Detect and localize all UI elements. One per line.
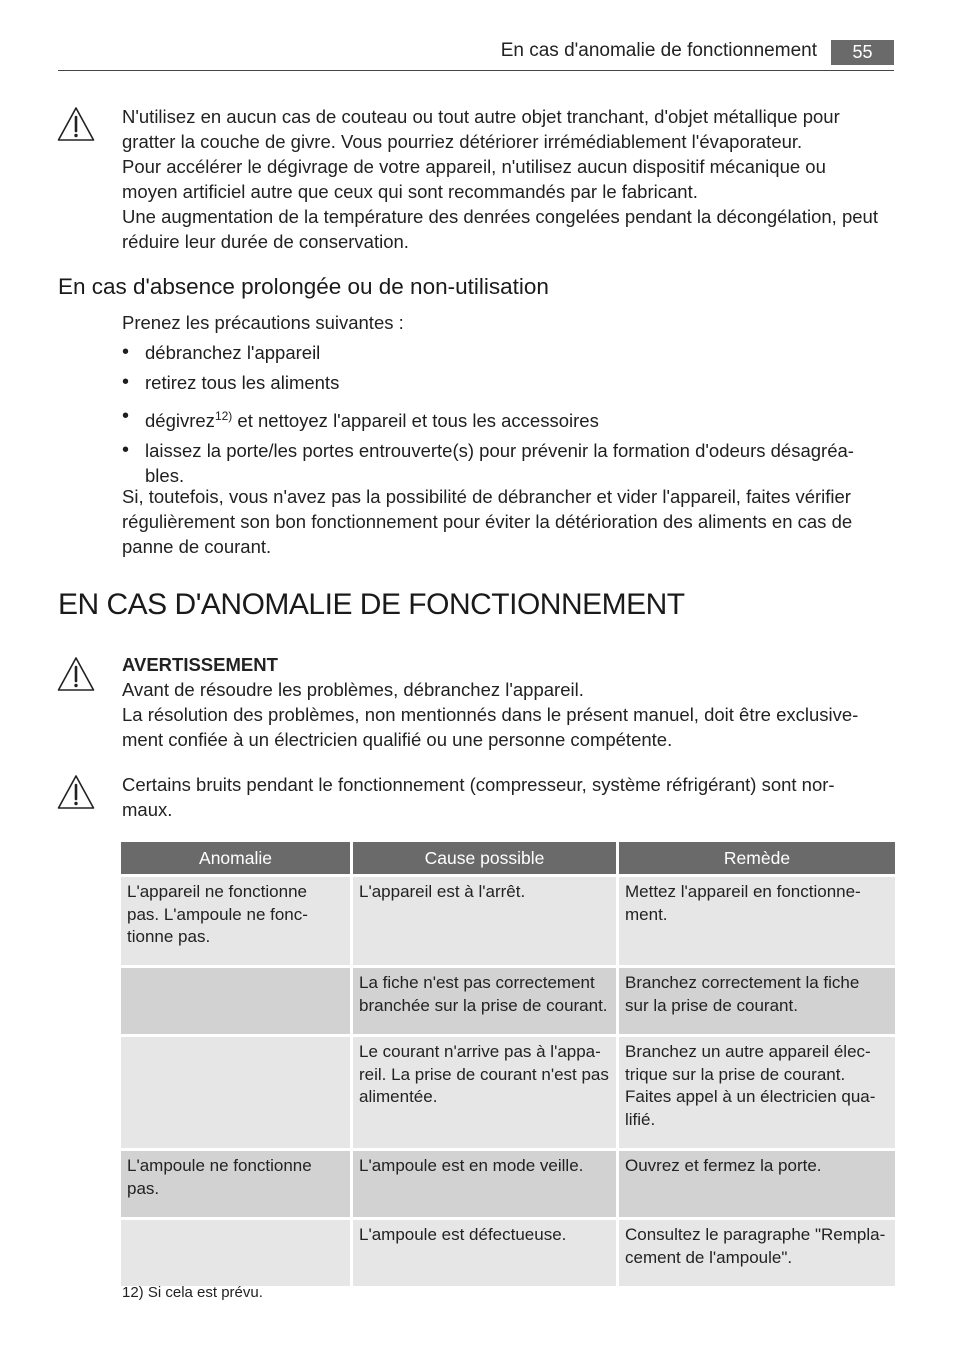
troubleshooting-table — [118, 842, 898, 1286]
table-cell-anomalie — [121, 1034, 350, 1148]
list-item-text: et nettoyez l'appareil et tous les accessoires — [237, 410, 599, 432]
table-row — [121, 1148, 895, 1217]
table-cell-anomalie — [121, 1217, 350, 1286]
text-line: ment confiée à un électricien qualifié ou une personne compétente. — [122, 729, 673, 750]
cell-line: L'ampoule ne fonctionne — [127, 1156, 312, 1175]
text-line: panne de courant. — [122, 536, 272, 557]
text-line: La résolution des problèmes, non mentionnés dans le présent manuel, doit être exclusive- — [122, 704, 859, 725]
cell-line: Faites appel à un électricien qua- — [625, 1087, 876, 1106]
text-line: Pour accélérer le dégivrage de votre appareil, n'utilisez aucun dispositif mécanique ou — [122, 156, 826, 177]
cell-line: Branchez un autre appareil élec- — [625, 1042, 871, 1061]
footnote-ref: 12) — [214, 409, 233, 423]
column-header-cause: Cause possible — [353, 842, 616, 874]
cell-line: pas. L'ampoule ne fonc- — [127, 904, 308, 924]
cell-line: sur la prise de courant. — [625, 995, 798, 1015]
table-row — [121, 874, 895, 965]
cell-line: alimentée. — [359, 1087, 438, 1106]
table-row — [121, 965, 895, 1034]
table-cell-cause — [353, 1034, 616, 1148]
text-line: Une augmentation de la température des denrées congelées pendant la décongélation, peut — [122, 206, 878, 227]
footnote: 12) Si cela est prévu. — [122, 1284, 263, 1301]
cell-line: tionne pas. — [127, 927, 211, 946]
section-heading-anomaly: EN CAS D'ANOMALIE DE FONCTIONNEMENT — [58, 588, 685, 621]
list-item-text: dégivrez — [145, 410, 215, 432]
text-line: réduire leur durée de conservation. — [122, 231, 409, 252]
table-cell-remede — [619, 874, 895, 965]
text-line: N'utilisez en aucun cas de couteau ou tout autre objet tranchant, d'objet métallique pour — [122, 106, 840, 127]
cell-line: L'appareil est à l'arrêt. — [359, 882, 526, 901]
table-row — [121, 1217, 895, 1286]
list-item-text: débranchez l'appareil — [145, 342, 321, 363]
table-cell-cause — [353, 965, 616, 1034]
cell-line: lifié. — [625, 1109, 656, 1129]
cell-line: trique sur la prise de courant. — [625, 1064, 846, 1084]
table-cell-remede — [619, 1034, 895, 1148]
cell-line: Ouvrez et fermez la porte. — [625, 1156, 822, 1175]
cell-line: Branchez correctement la fiche — [625, 973, 860, 992]
absence-intro: Prenez les précautions suivantes : — [122, 312, 404, 333]
cell-line: L'ampoule est défectueuse. — [359, 1225, 567, 1244]
text-line: Si, toutefois, vous n'avez pas la possibilité de débrancher et vider l'appareil, faites vérifier — [122, 486, 851, 507]
warning-triangle-icon — [57, 656, 95, 692]
cell-line: Le courant n'arrive pas à l'appa- — [359, 1042, 601, 1061]
text-line: régulièrement son bon fonctionnement pour éviter la détérioration des aliments en cas de — [122, 511, 853, 532]
absence-outro — [122, 484, 902, 559]
table-cell-anomalie — [121, 965, 350, 1034]
warning-noise — [122, 772, 902, 822]
warning-triangle-icon — [57, 774, 95, 810]
cell-line: La fiche n'est pas correctement — [359, 973, 595, 992]
list-item — [122, 340, 892, 365]
cell-line: cement de l'ampoule". — [625, 1247, 793, 1267]
table-cell-cause — [353, 874, 616, 965]
text-line: Avant de résoudre les problèmes, débranchez l'appareil. — [122, 679, 584, 700]
list-item-text: retirez tous les aliments — [145, 372, 340, 393]
list-item — [122, 438, 892, 488]
table-cell-anomalie — [121, 874, 350, 965]
warning-triangle-icon — [57, 106, 95, 142]
section-heading-absence: En cas d'absence prolongée ou de non-utilisation — [58, 274, 549, 299]
table-cell-remede — [619, 1217, 895, 1286]
cell-line: reil. La prise de courant n'est pas — [359, 1064, 609, 1084]
list-item — [122, 370, 892, 395]
cell-line: pas. — [127, 1178, 160, 1198]
column-header-remede: Remède — [619, 842, 895, 874]
page-number: 55 — [831, 40, 894, 65]
table-cell-anomalie — [121, 1148, 350, 1217]
cell-line: ment. — [625, 904, 668, 924]
cell-line: L'ampoule est en mode veille. — [359, 1156, 584, 1175]
text-line: maux. — [122, 799, 173, 820]
cell-line: Mettez l'appareil en fonctionne- — [625, 882, 861, 901]
warning-avertissement — [122, 652, 902, 752]
warning-defrost-text — [122, 104, 902, 254]
absence-bullet-list — [122, 340, 892, 493]
column-header-anomalie: Anomalie — [121, 842, 350, 874]
list-item-text: bles. — [145, 465, 185, 487]
text-line: gratter la couche de givre. Vous pourriez détériorer irrémédiablement l'évaporateur. — [122, 131, 803, 152]
text-line: moyen artificiel autre que ceux qui sont recommandés par le fabricant. — [122, 181, 698, 202]
table-cell-cause — [353, 1217, 616, 1286]
text-line: Certains bruits pendant le fonctionnement (compresseur, système réfrigérant) sont nor- — [122, 774, 835, 795]
cell-line: branchée sur la prise de courant. — [359, 995, 608, 1015]
table-cell-remede — [619, 1148, 895, 1217]
header-rule — [58, 70, 894, 71]
running-header-title: En cas d'anomalie de fonctionnement — [500, 40, 817, 61]
cell-line: L'appareil ne fonctionne — [127, 882, 307, 901]
table-cell-cause — [353, 1148, 616, 1217]
list-item — [122, 404, 892, 433]
table-cell-remede — [619, 965, 895, 1034]
table-header-row — [121, 842, 895, 874]
table-row — [121, 1034, 895, 1148]
cell-line: Consultez le paragraphe "Rempla- — [625, 1225, 886, 1244]
list-item-text: laissez la porte/les portes entrouverte(s) pour prévenir la formation d'odeurs désagréa- — [145, 440, 854, 462]
warning-title: AVERTISSEMENT — [122, 654, 278, 675]
